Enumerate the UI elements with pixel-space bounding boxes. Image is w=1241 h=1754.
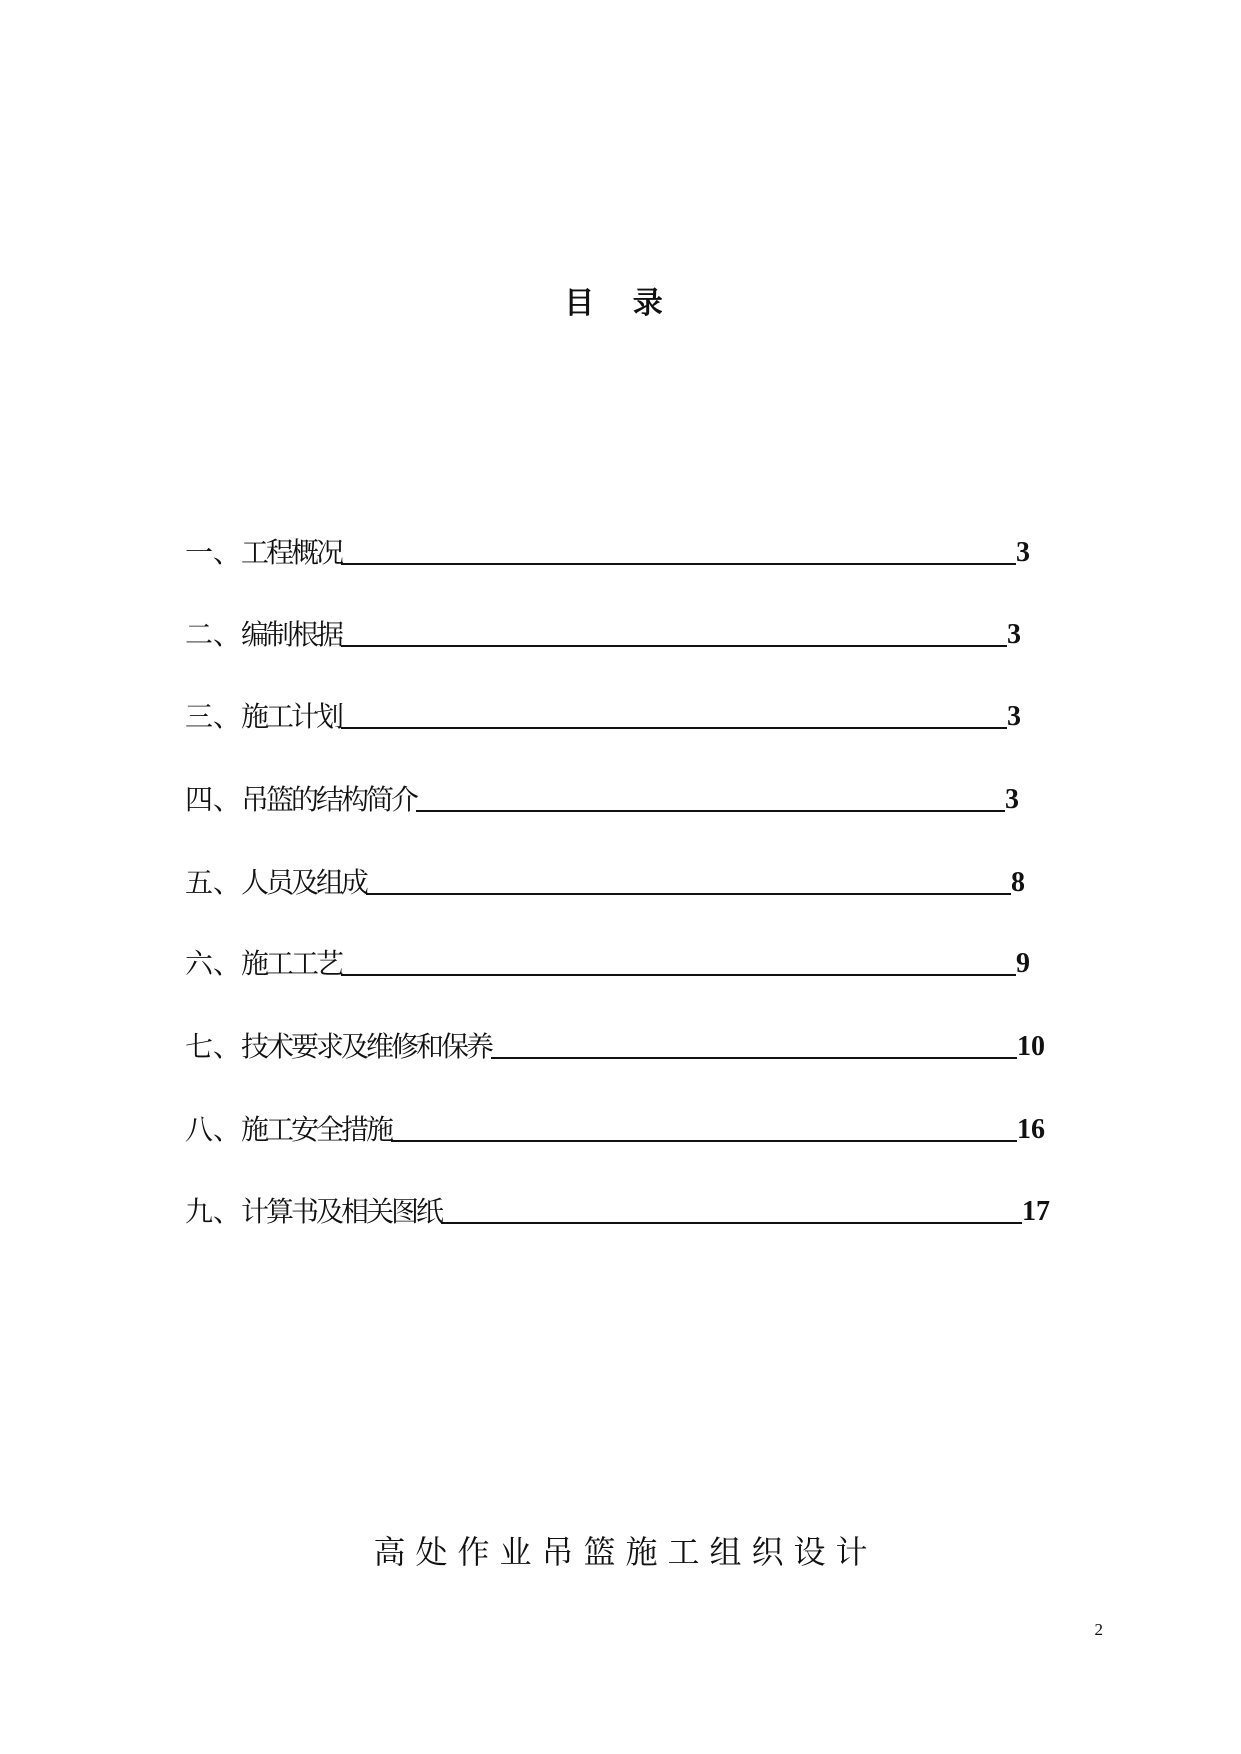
toc-entry[interactable] [185,944,1030,984]
toc-entry[interactable] [185,615,1021,655]
toc-entry-number: 六、 [185,947,242,980]
toc-entry-label: 计算书及相关图纸 [241,1195,442,1228]
toc-entry[interactable] [185,1110,1045,1150]
toc-entry-number: 四、 [185,783,242,816]
toc-entry-page: 17 [1022,1196,1050,1227]
toc-entry[interactable] [185,863,1025,903]
toc-entry-number: 七、 [185,1030,242,1063]
toc-entry[interactable] [185,697,1021,737]
toc-entry[interactable] [185,1192,1050,1232]
toc-entry-label: 吊篮的结构简介 [241,783,417,816]
toc-entry-page: 3 [1016,537,1030,568]
toc-entry-label: 技术要求及维修和保养 [241,1030,492,1063]
toc-leader-line [366,893,1011,895]
toc-entry-number: 九、 [185,1195,242,1228]
toc-entry[interactable] [185,533,1030,573]
toc-entry[interactable] [185,1027,1045,1067]
toc-entry-number: 三、 [185,700,242,733]
toc-entry-label: 施工计划 [241,700,342,733]
toc-entry-label: 施工工艺 [241,947,342,980]
toc-leader-line [491,1057,1017,1059]
toc-title: 目 录 [564,286,677,321]
toc-entry-number: 五、 [185,866,242,899]
toc-entry-number: 二、 [185,618,242,651]
toc-entry-number: 一、 [185,536,242,569]
toc-leader-line [341,563,1016,565]
toc-entry-page: 10 [1017,1031,1045,1062]
toc-entry-label: 工程概况 [241,536,342,569]
toc-entry-page: 16 [1017,1114,1045,1145]
toc-leader-line [441,1222,1022,1224]
toc-leader-line [416,810,1005,812]
toc-leader-line [341,727,1007,729]
toc-leader-line [391,1140,1017,1142]
toc-entry-label: 施工安全措施 [241,1113,392,1146]
toc-entry-page: 3 [1007,619,1021,650]
toc-entry-number: 八、 [185,1113,242,1146]
toc-leader-line [341,645,1007,647]
toc-entry[interactable] [185,780,1019,820]
toc-entry-page: 9 [1016,948,1030,979]
page-number: 2 [1094,1620,1103,1639]
toc-entry-page: 3 [1005,784,1019,815]
document-footer-title: 高处作业吊篮施工组织设计 [373,1533,878,1571]
toc-entry-page: 8 [1011,867,1025,898]
toc-entry-label: 人员及组成 [241,866,367,899]
toc-leader-line [341,974,1016,976]
toc-entry-label: 编制根据 [241,618,342,651]
toc-entry-page: 3 [1007,701,1021,732]
